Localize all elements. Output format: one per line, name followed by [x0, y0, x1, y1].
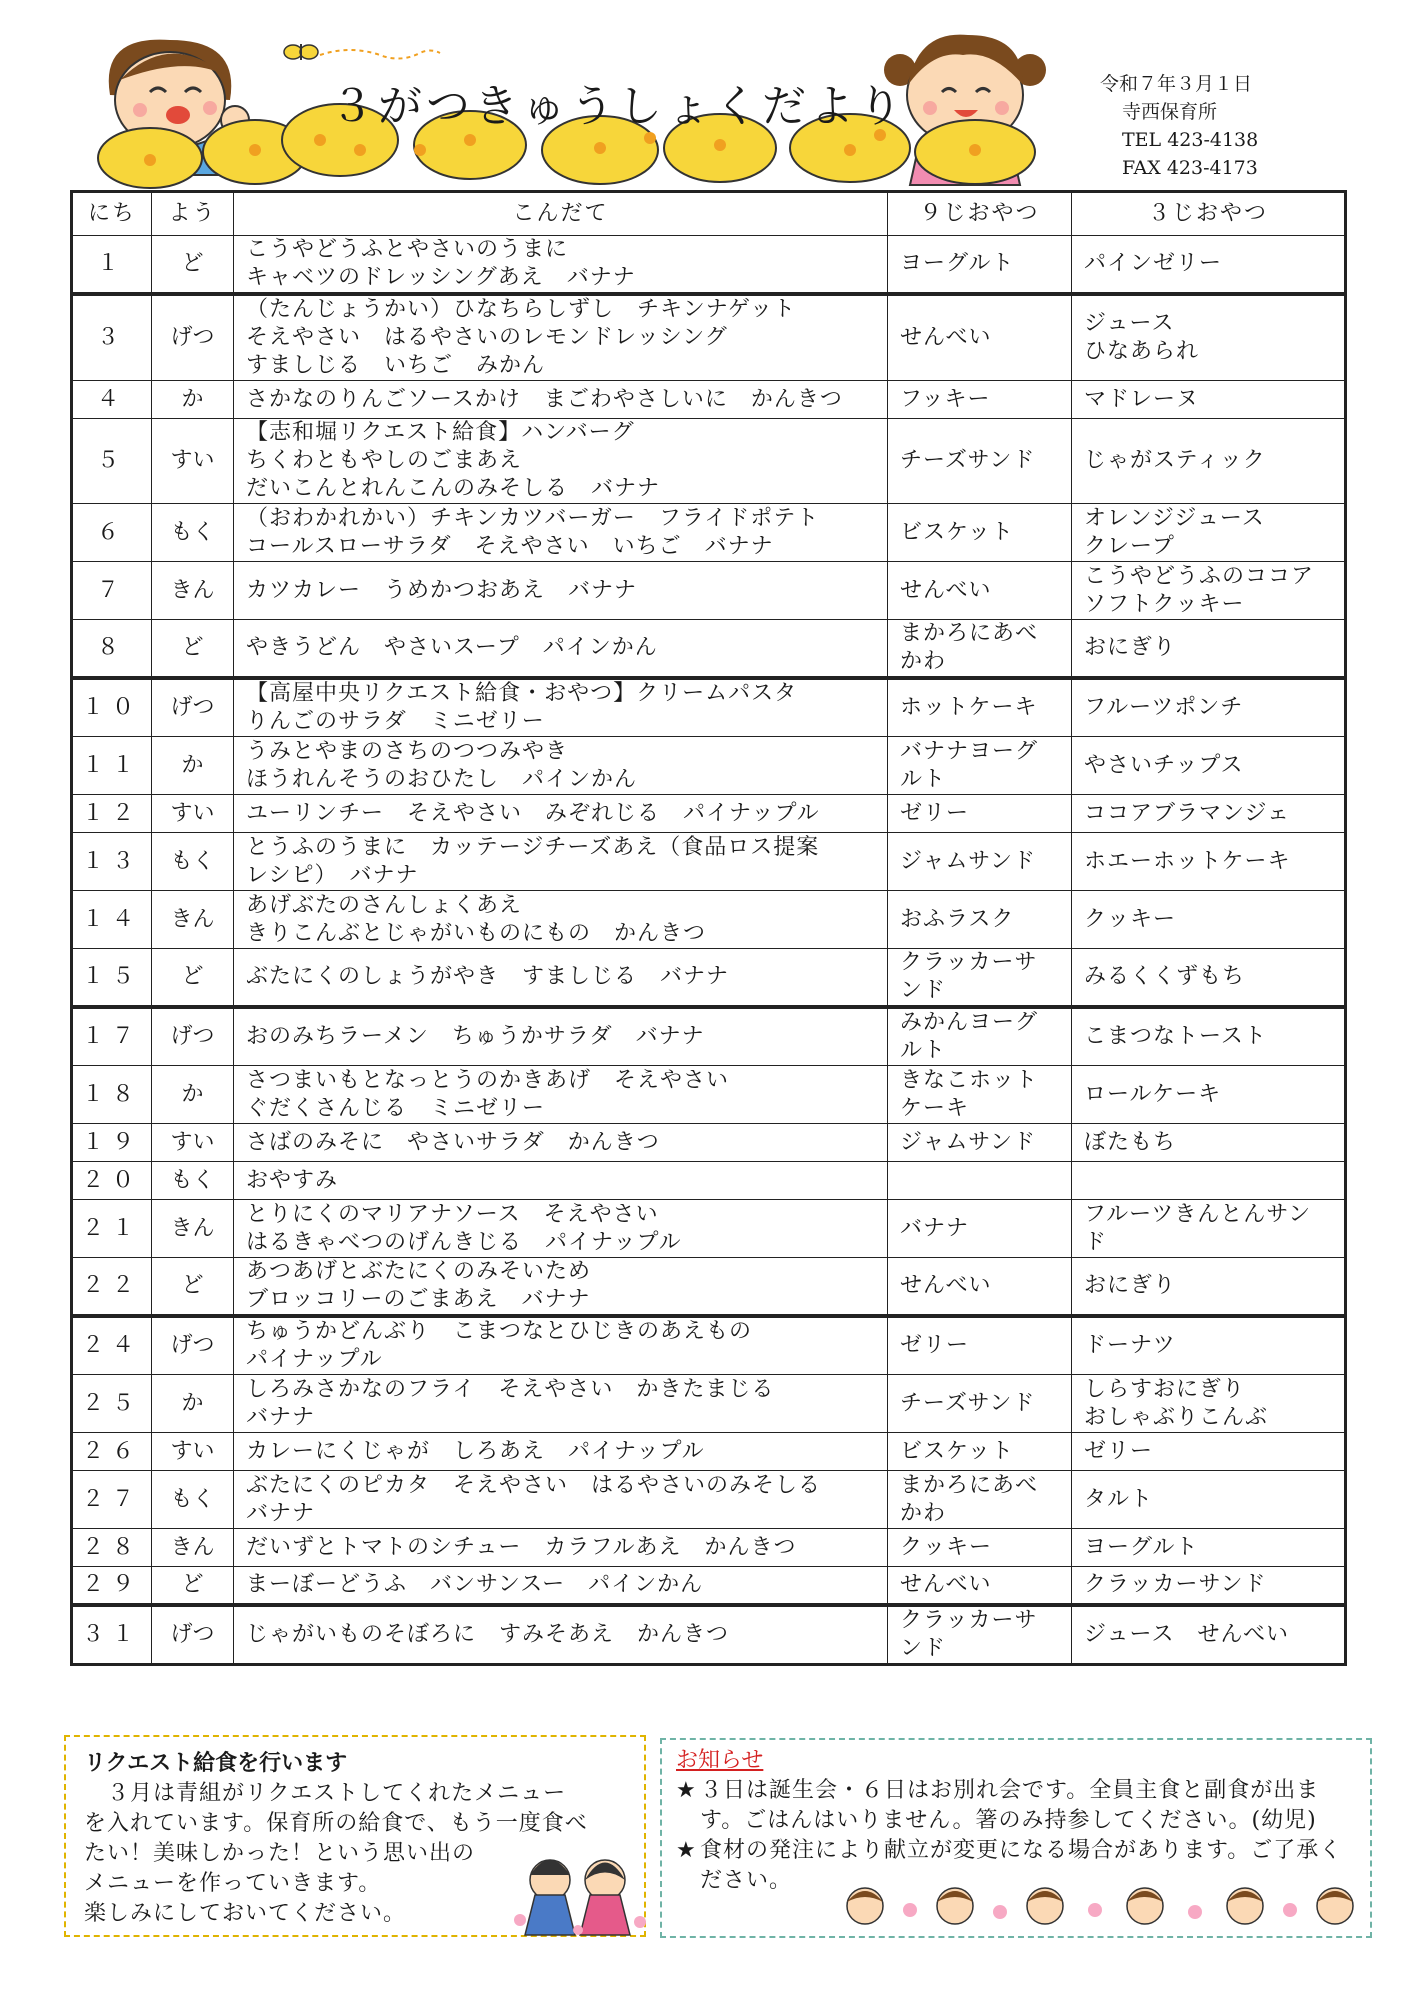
menu-table [70, 190, 1347, 1666]
morning-snack-cell: おふラスク [888, 891, 1072, 949]
day-cell: ３１ [72, 1605, 152, 1665]
afternoon-snack-cell: ぼたもち [1072, 1124, 1346, 1162]
day-cell: ７ [72, 562, 152, 620]
morning-snack-cell: バナナ [888, 1200, 1072, 1258]
page-title: ３がつきゅうしょくだより [330, 81, 906, 132]
day-cell: １０ [72, 678, 152, 737]
table-header-row [72, 192, 1346, 236]
weekday-cell: すい [152, 795, 234, 833]
telephone: TEL 423-4138 [1122, 129, 1259, 151]
afternoon-snack-cell: ドーナツ [1072, 1316, 1346, 1375]
morning-snack-cell: チーズサンド [888, 419, 1072, 504]
afternoon-snack-cell: ホエーホットケーキ [1072, 833, 1346, 891]
morning-snack-cell: クッキー [888, 1529, 1072, 1567]
table-row [72, 795, 1346, 833]
afternoon-snack-cell: ロールケーキ [1072, 1066, 1346, 1124]
table-row [72, 1162, 1346, 1200]
table-row [72, 949, 1346, 1008]
header-day: にち [72, 192, 152, 236]
morning-snack-cell: クラッカーサンド [888, 949, 1072, 1008]
weekday-cell: か [152, 737, 234, 795]
star-icon: ★ [676, 1838, 697, 1863]
table-row [72, 1316, 1346, 1375]
day-cell: １３ [72, 833, 152, 891]
morning-snack-cell: まかろにあべかわ [888, 1471, 1072, 1529]
day-cell: ２１ [72, 1200, 152, 1258]
afternoon-snack-cell [1072, 1162, 1346, 1200]
menu-cell: とうふのうまに カッテージチーズあえ（食品ロス提案 レシピ） バナナ [234, 833, 888, 891]
afternoon-snack-cell: じゃがスティック [1072, 419, 1346, 504]
weekday-cell: ど [152, 1258, 234, 1317]
weekday-cell: げつ [152, 294, 234, 381]
weekday-cell: か [152, 381, 234, 419]
morning-snack-cell: せんべい [888, 562, 1072, 620]
morning-snack-cell: ホットケーキ [888, 678, 1072, 737]
afternoon-snack-cell: ゼリー [1072, 1433, 1346, 1471]
afternoon-snack-cell: ジュース ひなあられ [1072, 294, 1346, 381]
morning-snack-cell: クラッカーサンド [888, 1605, 1072, 1665]
weekday-cell: ど [152, 620, 234, 679]
day-cell: １ [72, 236, 152, 295]
menu-cell: うみとやまのさちのつつみやき ほうれんそうのおひたし パインかん [234, 737, 888, 795]
notice-box-title: お知らせ [676, 1748, 764, 1773]
afternoon-snack-cell: タルト [1072, 1471, 1346, 1529]
morning-snack-cell: フッキー [888, 381, 1072, 419]
day-cell: １９ [72, 1124, 152, 1162]
page-header [0, 0, 1413, 190]
menu-cell: カレーにくじゃが しろあえ パイナップル [234, 1433, 888, 1471]
morning-snack-cell: ヨーグルト [888, 236, 1072, 295]
hina-dolls-illustration [510, 1840, 650, 1940]
day-cell: ２８ [72, 1529, 152, 1567]
afternoon-snack-cell: みるくくずもち [1072, 949, 1346, 1008]
header-weekday: よう [152, 192, 234, 236]
table-row [72, 1375, 1346, 1433]
morning-snack-cell: せんべい [888, 294, 1072, 381]
menu-cell: おのみちラーメン ちゅうかサラダ バナナ [234, 1007, 888, 1066]
menu-cell: こうやどうふとやさいのうまに キャベツのドレッシングあえ バナナ [234, 236, 888, 295]
notice-text: ３日は誕生会・６日はお別れ会です。全員主食と副食が出ます。ごはんはいりません。箸のみ持参してください。(幼児) [700, 1778, 1320, 1833]
weekday-cell: ど [152, 949, 234, 1008]
afternoon-snack-cell: こうやどうふのココアソフトクッキー [1072, 562, 1346, 620]
school-name: 寺西保育所 [1122, 101, 1218, 123]
header-afternoon-snack: ３じおやつ [1072, 192, 1346, 236]
day-cell: ２４ [72, 1316, 152, 1375]
morning-snack-cell: ジャムサンド [888, 1124, 1072, 1162]
menu-cell: とりにくのマリアナソース そえやさい はるきゃべつのげんきじる パイナップル [234, 1200, 888, 1258]
afternoon-snack-cell: こまつなトースト [1072, 1007, 1346, 1066]
day-cell: ２２ [72, 1258, 152, 1317]
morning-snack-cell [888, 1162, 1072, 1200]
table-row [72, 294, 1346, 381]
fax: FAX 423-4173 [1122, 157, 1258, 179]
day-cell: １７ [72, 1007, 152, 1066]
morning-snack-cell: ゼリー [888, 1316, 1072, 1375]
notice-text: 食材の発注により献立が変更になる場合があります。ご了承ください。 [700, 1838, 1343, 1893]
table-row [72, 1066, 1346, 1124]
afternoon-snack-cell: ココアブラマンジェ [1072, 795, 1346, 833]
weekday-cell: きん [152, 1200, 234, 1258]
morning-snack-cell: まかろにあべかわ [888, 620, 1072, 679]
morning-snack-cell: ビスケット [888, 1433, 1072, 1471]
menu-cell: さかなのりんごソースかけ まごわやさしいに かんきつ [234, 381, 888, 419]
morning-snack-cell: ゼリー [888, 795, 1072, 833]
menu-cell: ちゅうかどんぶり こまつなとひじきのあえもの パイナップル [234, 1316, 888, 1375]
star-icon: ★ [676, 1778, 697, 1803]
day-cell: ２０ [72, 1162, 152, 1200]
table-row [72, 1200, 1346, 1258]
weekday-cell: か [152, 1375, 234, 1433]
day-cell: ５ [72, 419, 152, 504]
menu-cell: あつあげとぶたにくのみそいため ブロッコリーのごまあえ バナナ [234, 1258, 888, 1317]
weekday-cell: もく [152, 504, 234, 562]
weekday-cell: もく [152, 1471, 234, 1529]
menu-cell: （おわかれかい）チキンカツバーガー フライドポテト コールスローサラダ そえやさい いちご バナナ [234, 504, 888, 562]
menu-cell: さつまいもとなっとうのかきあげ そえやさい ぐだくさんじる ミニゼリー [234, 1066, 888, 1124]
afternoon-snack-cell: パインゼリー [1072, 236, 1346, 295]
morning-snack-cell: せんべい [888, 1258, 1072, 1317]
menu-table-body [72, 236, 1346, 1665]
weekday-cell: もく [152, 1162, 234, 1200]
menu-cell: 【志和堀リクエスト給食】ハンバーグ ちくわともやしのごまあえ だいこんとれんこんのみそしる バナナ [234, 419, 888, 504]
table-row [72, 1605, 1346, 1665]
weekday-cell: すい [152, 1124, 234, 1162]
table-row [72, 737, 1346, 795]
weekday-cell: すい [152, 1433, 234, 1471]
weekday-cell: か [152, 1066, 234, 1124]
afternoon-snack-cell: やさいチップス [1072, 737, 1346, 795]
table-row [72, 1433, 1346, 1471]
table-row [72, 1007, 1346, 1066]
day-cell: １２ [72, 795, 152, 833]
afternoon-snack-cell: クラッカーサンド [1072, 1567, 1346, 1605]
afternoon-snack-cell: オレンジジュース クレープ [1072, 504, 1346, 562]
day-cell: １４ [72, 891, 152, 949]
weekday-cell: げつ [152, 1007, 234, 1066]
morning-snack-cell: ジャムサンド [888, 833, 1072, 891]
weekday-cell: ど [152, 1567, 234, 1605]
menu-cell: さばのみそに やさいサラダ かんきつ [234, 1124, 888, 1162]
table-row [72, 562, 1346, 620]
afternoon-snack-cell: おにぎり [1072, 620, 1346, 679]
flight-trail [320, 50, 440, 59]
menu-cell: ユーリンチー そえやさい みぞれじる パイナップル [234, 795, 888, 833]
weekday-cell: げつ [152, 1316, 234, 1375]
afternoon-snack-cell: おにぎり [1072, 1258, 1346, 1317]
request-box-body: ３月は青組がリクエストしてくれたメニュー を入れています。保育所の給食で、もう一度食べ たい！美味しかった！という思い出の メニューを作っていきます。 楽しみにしておいてください。 [84, 1781, 588, 1926]
weekday-cell: げつ [152, 1605, 234, 1665]
menu-cell: まーぼーどうふ バンサンスー パインかん [234, 1567, 888, 1605]
table-row [72, 419, 1346, 504]
day-cell: １５ [72, 949, 152, 1008]
day-cell: ２５ [72, 1375, 152, 1433]
children-faces-illustration [825, 1880, 1365, 1930]
weekday-cell: きん [152, 562, 234, 620]
weekday-cell: もく [152, 833, 234, 891]
day-cell: ２７ [72, 1471, 152, 1529]
day-cell: ４ [72, 381, 152, 419]
morning-snack-cell: きなこホットケーキ [888, 1066, 1072, 1124]
menu-cell: カツカレー うめかつおあえ バナナ [234, 562, 888, 620]
table-row [72, 678, 1346, 737]
school-info [1100, 70, 1258, 182]
menu-cell: （たんじょうかい）ひなちらしずし チキンナゲット そえやさい はるやさいのレモンドレッシング すましじる いちご みかん [234, 294, 888, 381]
table-row [72, 833, 1346, 891]
notice-item [676, 1776, 1356, 1836]
header-menu: こんだて [234, 192, 888, 236]
afternoon-snack-cell: マドレーヌ [1072, 381, 1346, 419]
weekday-cell: きん [152, 1529, 234, 1567]
day-cell: １１ [72, 737, 152, 795]
afternoon-snack-cell: クッキー [1072, 891, 1346, 949]
menu-cell: じゃがいものそぼろに すみそあえ かんきつ [234, 1605, 888, 1665]
request-box-title: リクエスト給食を行います [84, 1751, 348, 1776]
morning-snack-cell: せんべい [888, 1567, 1072, 1605]
day-cell: ８ [72, 620, 152, 679]
morning-snack-cell: ビスケット [888, 504, 1072, 562]
day-cell: ６ [72, 504, 152, 562]
table-row [72, 504, 1346, 562]
afternoon-snack-cell: しらすおにぎり おしゃぶりこんぶ [1072, 1375, 1346, 1433]
weekday-cell: きん [152, 891, 234, 949]
menu-cell: しろみさかなのフライ そえやさい かきたまじる バナナ [234, 1375, 888, 1433]
weekday-cell: ど [152, 236, 234, 295]
afternoon-snack-cell: ジュース せんべい [1072, 1605, 1346, 1665]
menu-cell: ぶたにくのピカタ そえやさい はるやさいのみそしる バナナ [234, 1471, 888, 1529]
table-row [72, 1471, 1346, 1529]
issue-date: 令和７年３月１日 [1100, 73, 1253, 95]
table-row [72, 1567, 1346, 1605]
butterfly-icon [284, 44, 318, 60]
morning-snack-cell: みかんヨーグルト [888, 1007, 1072, 1066]
table-row [72, 236, 1346, 295]
table-row [72, 381, 1346, 419]
morning-snack-cell: バナナヨーグルト [888, 737, 1072, 795]
menu-cell: おやすみ [234, 1162, 888, 1200]
table-row [72, 1124, 1346, 1162]
day-cell: １８ [72, 1066, 152, 1124]
weekday-cell: げつ [152, 678, 234, 737]
morning-snack-cell: チーズサンド [888, 1375, 1072, 1433]
table-row [72, 620, 1346, 679]
afternoon-snack-cell: フルーツポンチ [1072, 678, 1346, 737]
menu-cell: やきうどん やさいスープ パインかん [234, 620, 888, 679]
menu-cell: あげぶたのさんしょくあえ きりこんぶとじゃがいものにもの かんきつ [234, 891, 888, 949]
table-row [72, 891, 1346, 949]
day-cell: ３ [72, 294, 152, 381]
weekday-cell: すい [152, 419, 234, 504]
afternoon-snack-cell: フルーツきんとんサンド [1072, 1200, 1346, 1258]
table-row [72, 1529, 1346, 1567]
table-row [72, 1258, 1346, 1317]
header-morning-snack: ９じおやつ [888, 192, 1072, 236]
day-cell: ２６ [72, 1433, 152, 1471]
menu-cell: 【高屋中央リクエスト給食・おやつ】クリームパスタ りんごのサラダ ミニゼリー [234, 678, 888, 737]
menu-cell: だいずとトマトのシチュー カラフルあえ かんきつ [234, 1529, 888, 1567]
day-cell: ２９ [72, 1567, 152, 1605]
menu-cell: ぶたにくのしょうがやき すましじる バナナ [234, 949, 888, 1008]
afternoon-snack-cell: ヨーグルト [1072, 1529, 1346, 1567]
